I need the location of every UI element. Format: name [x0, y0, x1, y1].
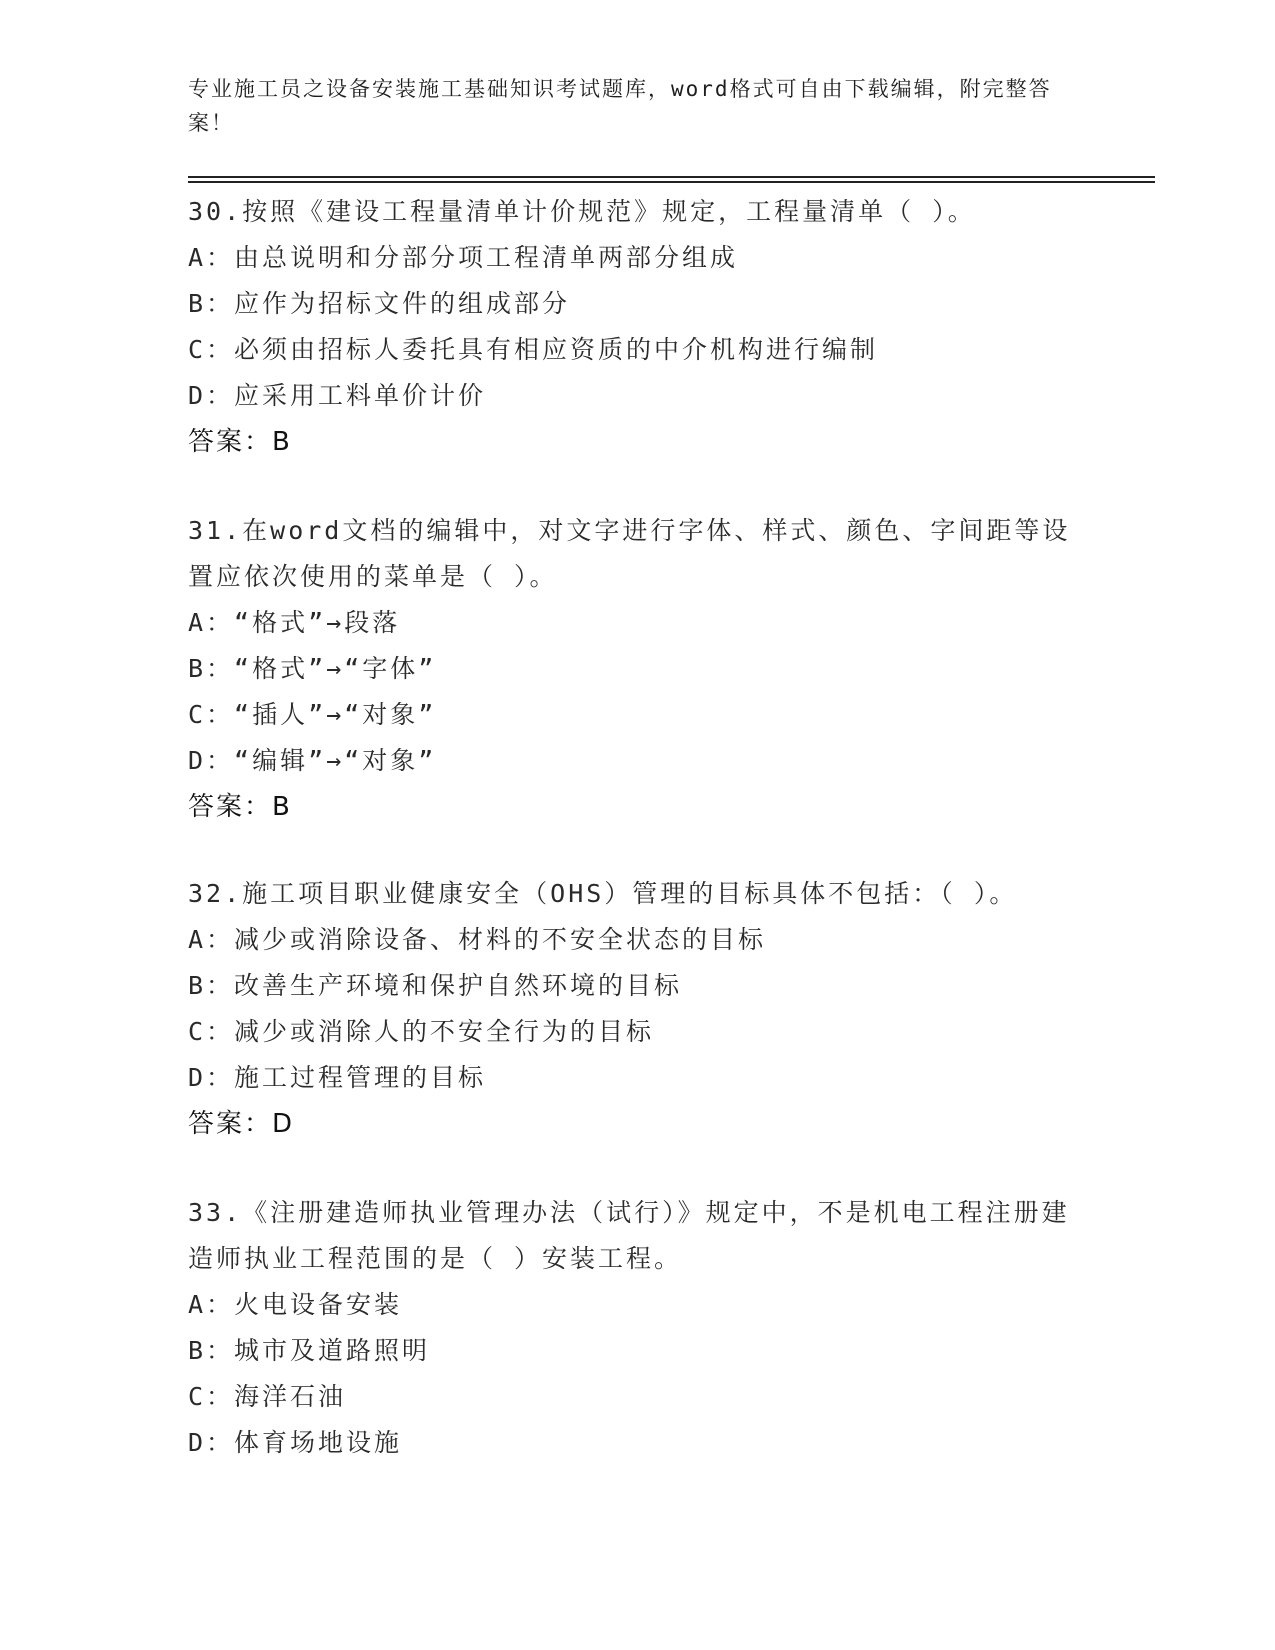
option-c: C：海洋石油: [188, 1382, 347, 1411]
question-32: [188, 871, 1088, 1147]
option-d: D：施工过程管理的目标: [188, 1063, 487, 1092]
option-a: A：火电设备安装: [188, 1290, 403, 1319]
option-a: A：由总说明和分部分项工程清单两部分组成: [188, 243, 739, 272]
option-d: D：“编辑”→“对象”: [188, 746, 437, 775]
question-33: [188, 1190, 1088, 1466]
option-c: C：必须由招标人委托具有相应资质的中介机构进行编制: [188, 335, 879, 364]
option-b: B：城市及道路照明: [188, 1336, 431, 1365]
question-31: [188, 508, 1088, 830]
header-rule-bottom: [188, 181, 1155, 183]
option-a: A：“格式”→段落: [188, 608, 401, 637]
option-b: B：改善生产环境和保护自然环境的目标: [188, 971, 683, 1000]
option-d: D：体育场地设施: [188, 1428, 403, 1457]
answer: 答案：D: [188, 1109, 295, 1139]
header-rule-top: [188, 176, 1155, 178]
option-b: B：“格式”→“字体”: [188, 654, 437, 683]
document-header: 专业施工员之设备安装施工基础知识考试题库，word格式可自由下载编辑，附完整答案！: [188, 77, 1052, 135]
answer: 答案：B: [188, 792, 292, 822]
question-stem: 31.在word文档的编辑中，对文字进行字体、样式、颜色、字间距等设置应依次使用的菜单是（ ）。: [188, 516, 1071, 591]
question-30: [188, 189, 1088, 465]
option-b: B：应作为招标文件的组成部分: [188, 289, 571, 318]
option-c: C：减少或消除人的不安全行为的目标: [188, 1017, 655, 1046]
option-c: C：“插人”→“对象”: [188, 700, 437, 729]
answer: 答案：B: [188, 427, 292, 457]
option-a: A：减少或消除设备、材料的不安全状态的目标: [188, 925, 767, 954]
option-d: D：应采用工料单价计价: [188, 381, 487, 410]
question-stem: 30.按照《建设工程量清单计价规范》规定，工程量清单（ ）。: [188, 197, 976, 226]
question-stem: 32.施工项目职业健康安全（OHS）管理的目标具体不包括：（ ）。: [188, 879, 1018, 908]
question-stem: 33.《注册建造师执业管理办法（试行）》规定中，不是机电工程注册建造师执业工程范围的是（ ）安装工程。: [188, 1198, 1070, 1273]
